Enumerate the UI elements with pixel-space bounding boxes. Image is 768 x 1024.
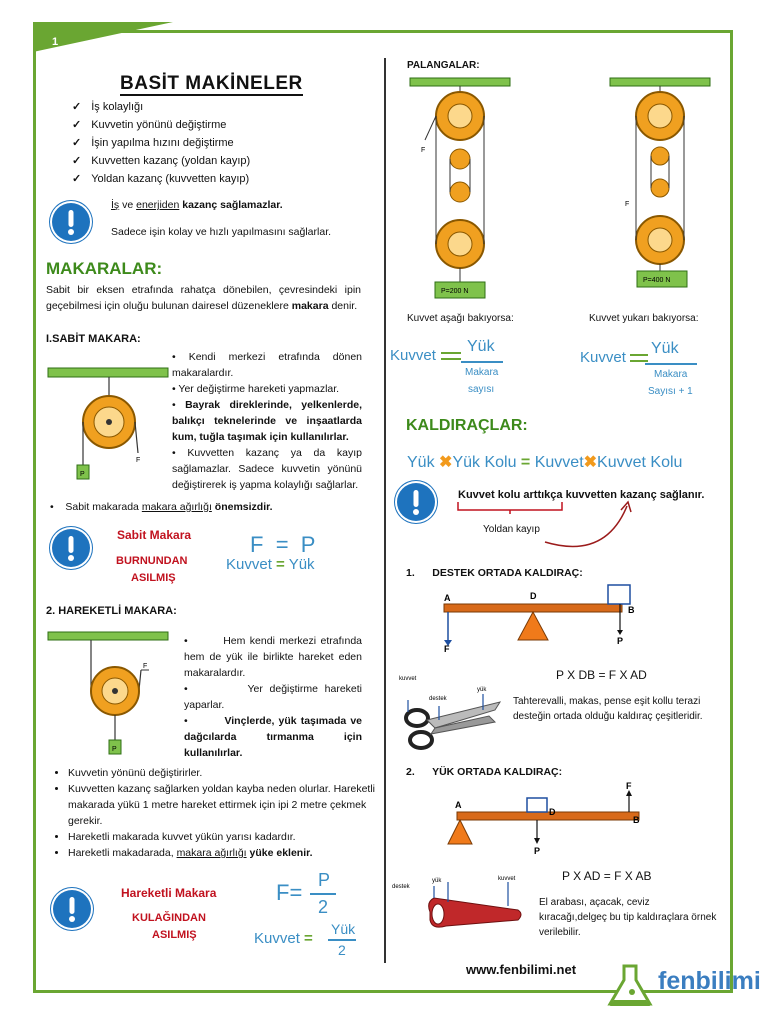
palanga-down-makara: Makara	[465, 367, 499, 378]
sabit-b5a: Sabit makarada	[65, 501, 142, 513]
hareketli-formula-yuk: Yük	[331, 921, 356, 937]
hareketli-formula-two2: 2	[338, 942, 346, 958]
scissors-illustration	[395, 670, 510, 755]
advantage-item: ✓ İşin yapılma hızını değiştirme	[72, 134, 250, 152]
palanga-p2-label: P=400 N	[643, 277, 671, 284]
hareketli-box-motto2: ASILMIŞ	[152, 929, 197, 941]
exclamation-icon	[52, 203, 90, 241]
sabit-heading: I.SABİT MAKARA:	[46, 333, 141, 345]
eq-kuvvet-kolu: Kuvvet Kolu	[597, 454, 683, 471]
nut-destek-label: destek	[392, 884, 410, 890]
hareketli-b7b: makara ağırlığı	[176, 847, 247, 859]
makaralar-intro-bold: makara	[291, 300, 329, 312]
formula-f: F	[276, 880, 290, 905]
footer-url[interactable]: www.fenbilimi.net	[466, 962, 577, 977]
hareketli-bullets-2	[50, 765, 386, 861]
nutcracker-illustration	[390, 872, 530, 942]
destek-label-a: A	[444, 593, 451, 603]
hareketli-bullet-2: Yer değiştirme hareketi yaparlar.	[184, 683, 362, 711]
destek-label-f: F	[444, 644, 450, 654]
advantage-item: ✓ Yoldan kazanç (kuvvetten kayıp)	[72, 170, 250, 188]
kaldirac-brace-arrow	[455, 498, 635, 558]
sabit-bullet-4: Kuvvetten kazanç ya da kayıp sağlamazlar. Sadece kuvvetin yönünü değiştirerek iş yapma kolaylığı sağlarlar.	[172, 447, 362, 491]
hareketli-formula-P: P	[318, 870, 331, 890]
palanga-f-label: F	[421, 147, 426, 154]
destek-heading: 1. DESTEK ORTADA KALDIRAÇ:	[406, 567, 583, 579]
yuk-ortada-description: El arabası, açacak, ceviz kıracağı,delgeç bu tip kaldıraçlara örnek verilebilir.	[539, 897, 717, 938]
exclamation-icon	[397, 483, 435, 521]
hareketli-b7c: yüke eklenir.	[246, 847, 313, 859]
makaralar-intro-text: Sabit bir eksen etrafında rahatça dönebilen, çevresindeki ipin geçebilmesi için oluğu bulunan dairesel düzeneklere	[46, 284, 361, 312]
palanga-up-kuvvet: Kuvvet	[580, 349, 626, 366]
sabit-box-motto2: ASILMIŞ	[131, 572, 176, 584]
formula-f: F	[250, 532, 264, 557]
sabit-bullet-5: • Sabit makarada makara ağırlığı önemsizdir.	[50, 501, 273, 513]
svg-text:F: F	[143, 663, 148, 670]
kaldiraclar-heading: KALDIRAÇLAR:	[406, 417, 528, 434]
hareketli-box-motto1: KULAĞINDAN	[132, 912, 206, 924]
makaralar-heading: MAKARALAR:	[46, 259, 163, 278]
advantage-item: ✓ Kuvvetin yönünü değiştirme	[72, 116, 250, 134]
eq-yuk: Yük	[407, 454, 435, 471]
hareketli-box-name: Hareketli Makara	[121, 886, 217, 900]
scissors-destek-label: destek	[429, 696, 447, 702]
formula-eq: =	[289, 880, 303, 905]
palangalar-heading: PALANGALAR:	[407, 60, 480, 71]
yuk-label-d: D	[549, 807, 556, 817]
hareketli-bullet-7	[68, 845, 386, 861]
hareketli-bullet-6: • Hareketli makarada kuvvet yükün yarısı kadardır.	[68, 829, 386, 845]
sabit-bullet-2: Yer değiştirme hareketi yapmazlar.	[178, 383, 340, 395]
hareketli-formula-F	[276, 880, 302, 906]
exclamation-icon	[52, 529, 90, 567]
kaldirac-equation: Yük ✖Yük Kolu = Kuvvet✖Kuvvet Kolu	[407, 454, 683, 471]
nut-kuvvet-label: kuvvet	[498, 876, 516, 882]
fraction-line	[461, 361, 503, 363]
fraction-line	[310, 893, 336, 895]
sabit-makara-diagram	[46, 365, 171, 485]
palanga-down-caption: Kuvvet aşağı bakıyorsa:	[407, 313, 514, 324]
scissors-kuvvet-label: kuvvet	[399, 676, 417, 682]
hareketli-formula-kuvvet: Kuvvet =	[254, 930, 313, 947]
makaralar-intro	[46, 282, 361, 314]
flask-logo-icon	[604, 962, 656, 1010]
scissors-yuk-label: yük	[477, 687, 487, 693]
svg-text:P: P	[80, 471, 85, 478]
note-word-is: İş	[111, 199, 120, 211]
eq-yuk-kolu: Yük Kolu	[452, 454, 517, 471]
yuk-label-p: P	[534, 846, 541, 856]
destek-description: Tahterevalli, makas, pense eşit kollu terazi desteğin ortada olduğu kaldıraç çeşitleridir.	[513, 696, 703, 722]
hareketli-bullet-1: Hem kendi merkezi etrafında hem de yük ile birlikte hareket eden makaralardır.	[184, 635, 362, 679]
note-word-kazanc: kazanç sağlamazlar.	[179, 199, 283, 211]
formula-kuvvet: Kuvvet	[226, 556, 272, 573]
note-line2: Sadece işin kolay ve hızlı yapılmasını sağlarlar.	[111, 226, 332, 238]
sabit-box-motto1: BURNUNDAN	[116, 555, 188, 567]
palanga-down-yuk: Yük	[467, 338, 495, 355]
equals-sign	[441, 352, 461, 360]
page-number: 1	[52, 36, 59, 48]
exclamation-icon	[53, 890, 91, 928]
makaralar-intro-end: denir.	[328, 300, 358, 312]
yuk-label-b: B	[633, 815, 640, 825]
equals-sign	[630, 354, 648, 362]
hareketli-bullet-4: • Kuvvetin yönünü değiştirirler.	[68, 765, 386, 781]
hareketli-bullet-3: Vinçlerde, yük taşımada ve dağcılarda tırmanma için kullanılırlar.	[184, 715, 363, 759]
page-title: BASİT MAKİNELER	[120, 73, 303, 94]
advantage-item: ✓ İş kolaylığı	[72, 98, 250, 116]
yoldan-kayip-label: Yoldan kayıp	[483, 524, 540, 535]
destek-ortada-diagram	[430, 582, 650, 654]
palanga-up-yuk: Yük	[651, 340, 679, 357]
hareketli-b7a: Hareketli makadarada,	[68, 847, 177, 859]
yuk-ortada-diagram	[445, 780, 655, 860]
sabit-b5c: önemsizdir.	[211, 501, 273, 513]
svg-text:F: F	[136, 457, 141, 464]
destek-label-b: B	[628, 605, 635, 615]
hareketli-formula-2: 2	[318, 897, 329, 917]
palanga-down-diagram	[405, 72, 515, 302]
sabit-b5b: makara ağırlığı	[141, 501, 212, 513]
advantage-item: ✓ Kuvvetten kazanç (yoldan kayıp)	[72, 152, 250, 170]
note-word-enerji: enerjiden	[136, 199, 180, 211]
formula-yuk: Yük	[288, 556, 315, 573]
palanga-down-kuvvet: Kuvvet	[390, 347, 436, 364]
palanga-up-sayisi: Sayısı + 1	[648, 386, 693, 397]
formula-eq: =	[275, 532, 289, 557]
destek-label-p: P	[617, 636, 624, 646]
yuk-label-f: F	[626, 781, 632, 791]
palanga-f-label: F	[625, 201, 630, 208]
sabit-formula-top	[250, 532, 315, 558]
fraction-line	[645, 363, 697, 365]
palanga-down-sayisi: sayısı	[468, 384, 495, 395]
formula-kuvvet: Kuvvet	[254, 930, 300, 947]
palanga-up-makara: Makara	[654, 369, 688, 380]
sabit-bullets: • Kendi merkezi etrafında dönen makaralardır. • Yer değiştirme hareketi yapmazlar. • Bayrak direklerinde, yelkenlerde, balıkçı teknelerinde ve inşaatlarda kum, tuğla taşımak için kullanılırlar. • Kuvvetten kazanç ya da kayıp sağlamazlar. Sadece kuvvetin yönünü değiştirerek iş yapma kolaylığı sağlarlar.	[172, 351, 363, 491]
hareketli-makara-diagram	[46, 630, 176, 758]
hareketli-bullets: • Hem kendi merkezi etrafında hem de yük ile birlikte hareket eden makaralardır. • Yer değiştirme hareketi yaparlar. • Vinçlerde, yük taşımada ve dağcılarda tırmanma için kullanılırlar.	[184, 635, 363, 759]
palanga-up-caption: Kuvvet yukarı bakıyorsa:	[589, 313, 699, 324]
destek-label-d: D	[530, 591, 537, 601]
formula-p: P	[300, 532, 316, 557]
yuk-ortada-heading: 2. YÜK ORTADA KALDIRAÇ:	[406, 766, 563, 778]
sabit-bullet-3: Bayrak direklerinde, yelkenlerde, balıkçı teknelerinde ve inşaatlarda kum, tuğla taşımak için kullanılırlar.	[172, 399, 362, 443]
yuk-label-a: A	[455, 800, 462, 810]
footer-logo: fenbilimi	[658, 967, 761, 995]
destek-formula: P X DB = F X AD	[556, 668, 647, 682]
sabit-bullet-1: Kendi merkezi etrafında dönen makaralardır.	[172, 351, 363, 379]
sabit-box-name: Sabit Makara	[117, 528, 192, 542]
hareketli-bullet-5: • Kuvvetten kazanç sağlarken yoldan kayba neden olurlar. Hareketli makarada yükü 1 metre hareket ettirmek için ipi 2 metre çekmek gerekir.	[68, 781, 386, 829]
yuk-ortada-formula: P X AD = F X AB	[562, 869, 652, 883]
advantages-list	[72, 98, 250, 188]
hareketli-heading: 2. HAREKETLİ MAKARA:	[46, 605, 177, 617]
svg-text:P: P	[112, 746, 117, 753]
palanga-up-diagram	[605, 72, 715, 297]
nut-yuk-label: yük	[432, 878, 442, 884]
note-energy	[111, 197, 283, 213]
sabit-formula-bottom: Kuvvet = Yük	[226, 556, 315, 573]
note-word-ve: ve	[119, 199, 137, 211]
palanga-p1-label: P=200 N	[441, 288, 469, 295]
fraction-line	[328, 939, 356, 941]
kaldirac-note: Kuvvet kolu arttıkça kuvvetten kazanç sağlanır.	[458, 489, 705, 501]
eq-kuvvet: Kuvvet	[534, 454, 584, 471]
